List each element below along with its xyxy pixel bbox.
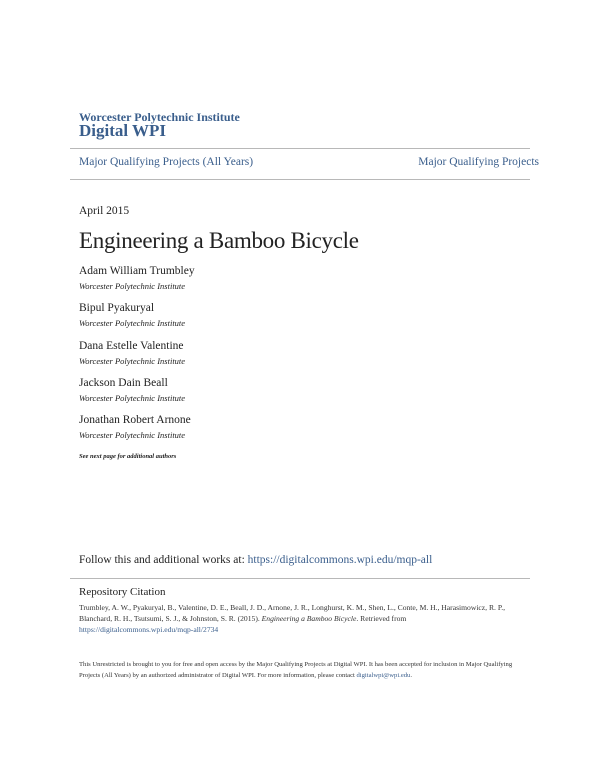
citation-retrieved: . Retrieved from [356,614,407,623]
collection-link-mqp[interactable]: Major Qualifying Projects [418,156,539,168]
collection-link-all-years[interactable]: Major Qualifying Projects (All Years) [79,156,254,168]
author-name: Jackson Dain Beall [79,377,168,389]
follow-line [79,554,432,566]
author-name: Dana Estelle Valentine [79,340,184,352]
notice-text: This Unrestricted is brought to you for free and open access by the Major Qualifying Projects at Digital WPI. It has been accepted for inclusion in Major Qualifying Projects (All Years) by an authorized administrator of Digital WPI. For more information, please contact [79,661,513,679]
follow-prefix: Follow this and additional works at: [79,554,248,566]
access-notice [79,660,527,681]
author-name: Adam William Trumbley [79,265,195,277]
citation-title: Engineering a Bamboo Bicycle [261,614,357,623]
citation-authors: Trumbley, A. W., Pyakuryal, B., Valentine, D. E., Beall, J. D., Arnone, J. R., Longhurst, K. M., Shen, L., Conte, M. H., Harasimowicz, R. P., Blanchard, R. H., Tsutsumi, S. J., & Johnston, S. R. (2015). [79,603,506,623]
author-affiliation: Worcester Polytechnic Institute [79,393,186,403]
repository-name[interactable]: Digital WPI [79,121,167,140]
author-name: Jonathan Robert Arnone [79,414,191,426]
follow-link[interactable]: https://digitalcommons.wpi.edu/mqp-all [247,554,433,566]
contact-email[interactable]: digitalwpi@wpi.edu [356,671,411,679]
notice-end: . [410,671,413,679]
publication-date: April 2015 [79,205,130,217]
author-name: Bipul Pyakuryal [79,302,155,314]
citation-text [79,602,527,635]
collection-nav [79,156,539,172]
author-affiliation: Worcester Polytechnic Institute [79,281,186,291]
citation-divider [70,578,530,579]
author-affiliation: Worcester Polytechnic Institute [79,430,186,440]
nav-divider [70,179,530,180]
author-affiliation: Worcester Polytechnic Institute [79,318,186,328]
institution-name: Worcester Polytechnic Institute [79,110,240,124]
paper-title: Engineering a Bamboo Bicycle [79,228,359,253]
additional-authors-note: See next page for additional authors [79,453,177,460]
top-divider [70,148,530,149]
citation-url[interactable]: https://digitalcommons.wpi.edu/mqp-all/2734 [79,625,219,634]
citation-heading: Repository Citation [79,586,166,598]
author-affiliation: Worcester Polytechnic Institute [79,356,186,366]
